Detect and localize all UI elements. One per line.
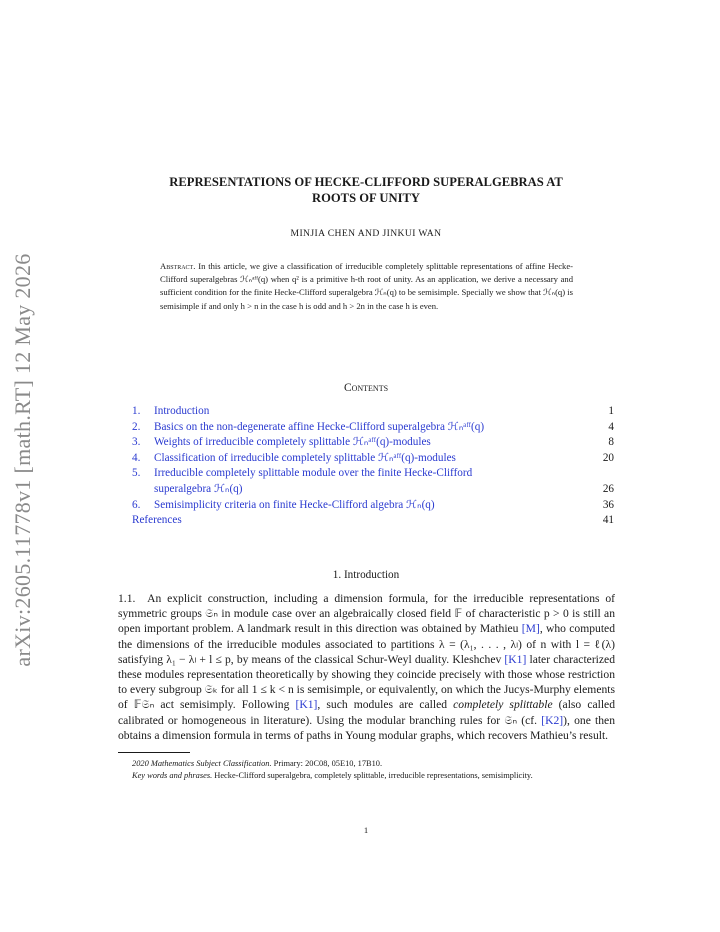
citation-link-k2[interactable]: [K2] — [541, 713, 564, 727]
paragraph-text: , who computed the dimensions of the irreducible modules associated to partitions λ = (λ₁, . . . , λₗ) of n with l = ℓ(λ) satisfying λ₁ − λₗ + l ≤ p, by means of the classical Schur-Weyl duality. Kleshchev — [118, 622, 615, 666]
abstract-label: Abstract. — [160, 261, 196, 271]
toc-entry-title[interactable]: References — [132, 514, 182, 527]
abstract — [160, 260, 573, 313]
toc-entry[interactable] — [132, 404, 614, 420]
footnote-msc — [118, 758, 615, 770]
toc-entry-number: 5. — [132, 467, 141, 480]
footnote-keywords — [118, 770, 615, 782]
toc-entry-number: 2. — [132, 420, 141, 433]
authors: MINJIA CHEN AND JINKUI WAN — [290, 228, 442, 239]
toc-entry-page: 4 — [608, 420, 614, 433]
toc-entry-number: 4. — [132, 451, 141, 464]
toc-entry[interactable] — [132, 466, 614, 482]
keywords-label: Key words and phrases. — [132, 771, 213, 781]
paragraph-text: (also called calibrated or homogeneous in literature). Using the modular branching rules for 𝔖ₙ (cf. — [118, 698, 615, 727]
toc-entry-title-continued[interactable]: superalgebra ℋₙ(q) — [154, 482, 243, 495]
paper-title — [100, 174, 632, 206]
citation-link-k1[interactable]: [K1] — [504, 652, 527, 666]
introduction-paragraph — [118, 591, 615, 743]
msc-label: 2020 Mathematics Subject Classification. — [132, 759, 272, 768]
contents-heading: Contents — [343, 382, 389, 394]
title-line-1: REPRESENTATIONS OF HECKE-CLIFFORD SUPERALGEBRAS AT — [169, 175, 563, 189]
toc-entry-title[interactable]: Basics on the non-degenerate affine Hecke-Clifford superalgebra ℋₙᵃᶠᶠ(q) — [154, 420, 485, 433]
footnotes — [118, 758, 615, 782]
toc-entry-title[interactable]: Semisimplicity criteria on finite Hecke-Clifford algebra ℋₙ(q) — [154, 498, 435, 511]
toc-entry-page: 20 — [602, 451, 614, 464]
arxiv-identifier: arXiv:2605.11778v1 [math.RT] 12 May 2026 — [10, 253, 35, 667]
toc-entry[interactable] — [132, 435, 614, 451]
toc-entry-page: 26 — [602, 482, 614, 495]
toc-entry[interactable] — [132, 451, 614, 467]
page-number: 1 — [363, 825, 369, 835]
toc-entry-page: 41 — [602, 514, 614, 527]
toc-entry-references[interactable] — [132, 513, 614, 529]
toc-entry-title[interactable]: Irreducible completely splittable module over the finite Hecke-Clifford — [154, 467, 473, 480]
toc-entry-number: 3. — [132, 436, 141, 449]
title-line-2: ROOTS OF UNITY — [312, 191, 420, 205]
citation-link-k1[interactable]: [K1] — [295, 698, 318, 712]
toc-entry[interactable] — [132, 420, 614, 436]
toc-entry-continuation[interactable] — [132, 482, 614, 498]
toc-entry-page: 8 — [608, 436, 614, 449]
citation-link-m[interactable]: [M] — [521, 622, 540, 636]
paragraph-text: ), one then obtains a dimension formula in terms of paths in Young modular graphs, which recovers Mathieu’s result. — [118, 713, 615, 742]
section-heading-introduction: 1. Introduction — [332, 569, 400, 581]
msc-text: Primary: 20C08, 05E10, 17B10. — [273, 759, 383, 768]
keywords-text: Hecke-Clifford superalgebra, completely splittable, irreducible representations, semisimplicity. — [214, 771, 533, 781]
paragraph-text: later characterized these modules representation theoretically by showing they coincide precisely with those whose restriction to every subgroup 𝔖ₖ for all 1 ≤ k < n is semisimple, or equivalently, on which the Jucys-Murphy elements of 𝔽𝔖ₙ act semisimply. Following — [118, 652, 615, 712]
italic-term: completely splittable — [453, 698, 553, 712]
paragraph-label: 1.1. — [118, 592, 136, 605]
abstract-text: In this article, we give a classification of irreducible completely splittable representations of affine Hecke-Clifford superalgebras ℋₙᵃᶠᶠ(q) when q² is a primitive h-th root of unity. As an application, we derive a necessary and sufficient condition for the finite Hecke-Clifford superalgebra ℋₙ(q) to be semisimple. Specially we show that ℋₙ(q) is semisimple if and only h > n in the case h is odd and h > 2n in the case h is even. — [160, 261, 574, 311]
toc-entry-title[interactable]: Classification of irreducible completely splittable ℋₙᵃᶠᶠ(q)-modules — [154, 451, 456, 464]
footnote-rule — [118, 752, 190, 753]
toc-entry-number: 1. — [132, 405, 141, 417]
table-of-contents — [132, 404, 614, 529]
arxiv-sidebar — [3, 240, 43, 680]
paragraph-text: An explicit construction, including a dimension formula, for the irreducible representations of symmetric groups 𝔖ₙ in module case over an algebraically closed field 𝔽 of characteristic p > 0 is still an open important problem. A landmark result in this direction was obtained by Mathieu — [118, 592, 616, 636]
toc-entry-page: 36 — [602, 498, 614, 511]
toc-entry[interactable] — [132, 498, 614, 514]
toc-entry-title[interactable]: Introduction — [154, 405, 210, 417]
toc-entry-number: 6. — [132, 498, 141, 511]
paragraph-text: , such modules are called — [317, 698, 454, 712]
toc-entry-title[interactable]: Weights of irreducible completely splittable ℋₙᵃᶠᶠ(q)-modules — [154, 436, 431, 449]
toc-entry-page: 1 — [608, 405, 614, 417]
